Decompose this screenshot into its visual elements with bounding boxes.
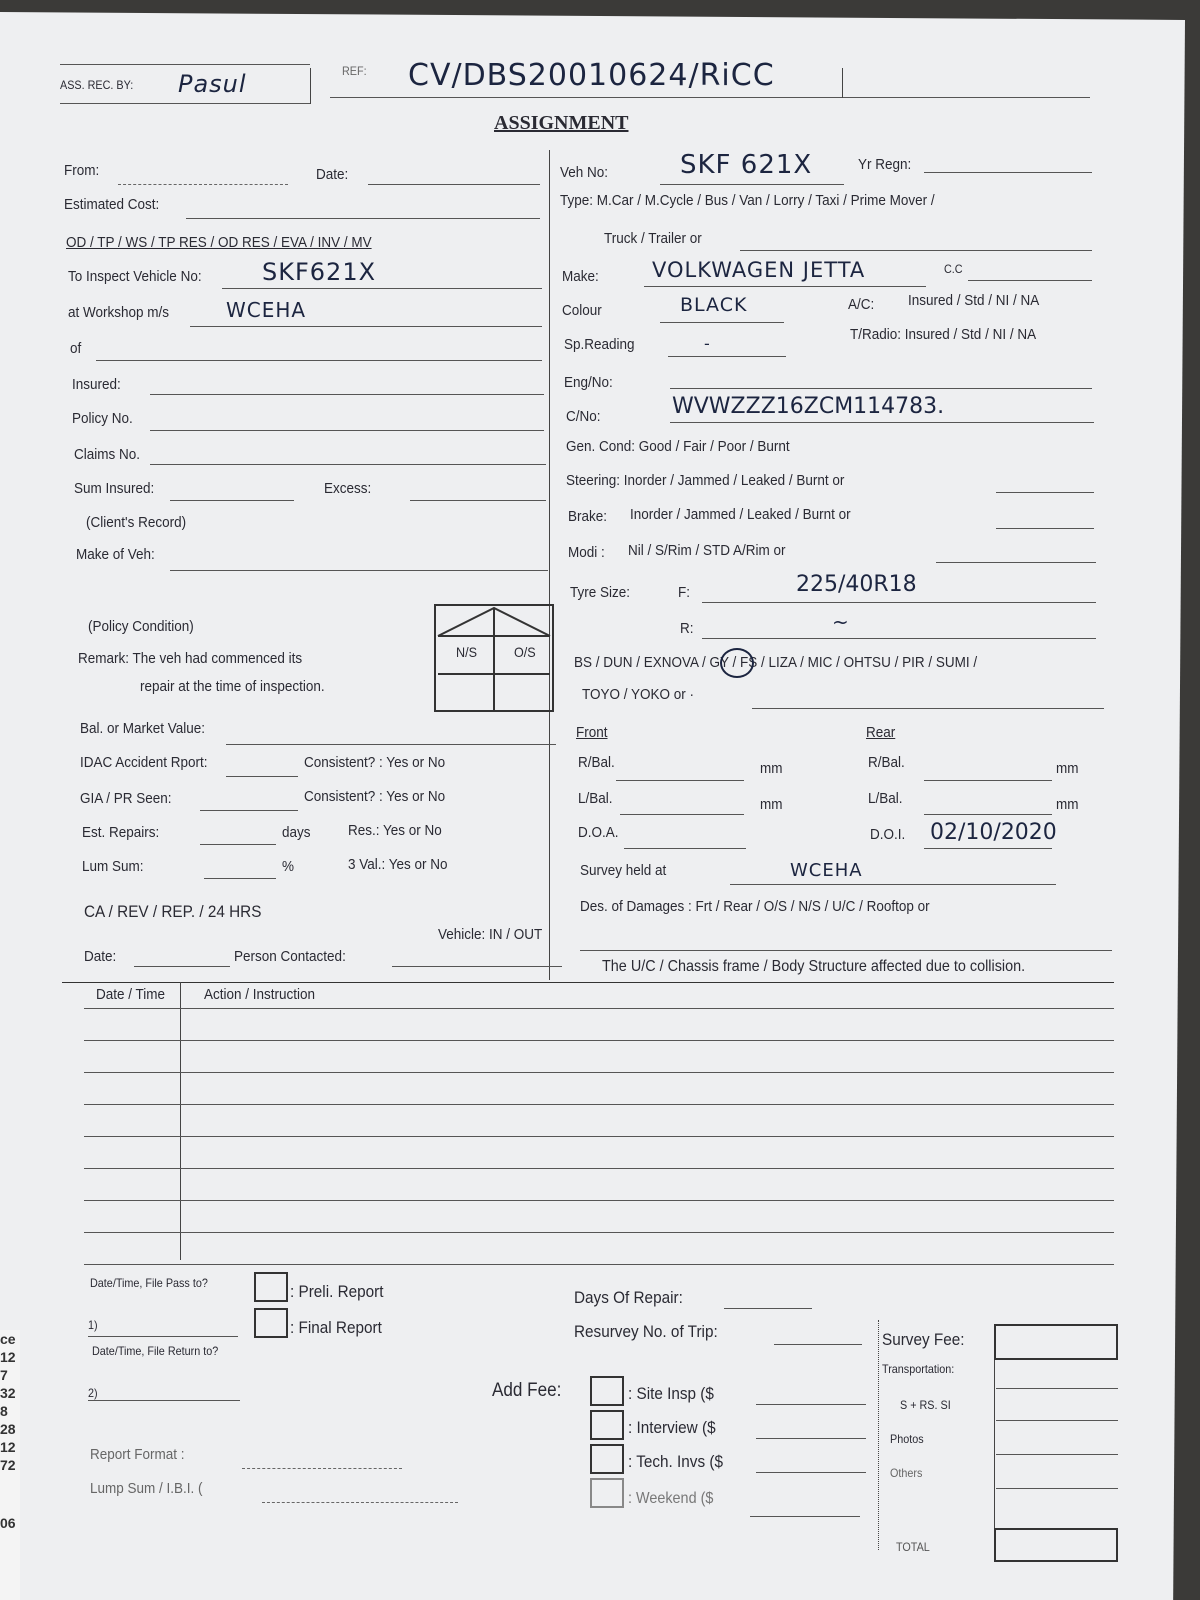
truck-trailer-field[interactable] <box>740 250 1092 251</box>
excess-field[interactable] <box>410 500 546 501</box>
make-value: VOLKWAGEN JETTA <box>652 258 866 282</box>
gy-circle-mark <box>720 648 754 678</box>
days-label: days <box>282 824 311 841</box>
survey-fee-box[interactable] <box>994 1324 1118 1360</box>
lump-sum-field[interactable] <box>262 1502 458 1503</box>
modi-field[interactable] <box>936 562 1096 563</box>
report-format-field[interactable] <box>242 1468 402 1469</box>
insured-label: Insured: <box>72 376 121 393</box>
policy-label: Policy No. <box>72 410 133 427</box>
survey-fee-label: Survey Fee: <box>882 1330 965 1349</box>
fee-divider <box>878 1320 879 1550</box>
s-rs-label: S + RS. SI <box>900 1398 951 1412</box>
tech-invs-label: : Tech. Invs ($ <box>628 1452 723 1471</box>
side-fragment: 32 <box>0 1385 16 1401</box>
log-row-line[interactable] <box>84 1264 1114 1265</box>
colour-label: Colour <box>562 302 602 319</box>
date2-label: Date: <box>84 948 117 965</box>
estimated-cost-label: Estimated Cost: <box>64 196 160 213</box>
center-divider <box>549 150 550 980</box>
ac-label: A/C: <box>848 296 875 313</box>
file-pass-label: Date/Time, File Pass to? <box>90 1276 208 1290</box>
date-field[interactable] <box>368 184 540 185</box>
gia-field[interactable] <box>200 810 298 811</box>
front-lbal-label: L/Bal. <box>578 790 613 807</box>
interview-label: : Interview ($ <box>628 1418 716 1437</box>
vehicle-side-diagram <box>434 604 554 712</box>
report-format-label: Report Format : <box>90 1446 185 1463</box>
log-row-line[interactable] <box>84 1136 1114 1137</box>
tyre-r-field[interactable] <box>702 638 1096 639</box>
tyre-size-label: Tyre Size: <box>570 584 631 601</box>
yr-regn-field[interactable] <box>924 172 1092 173</box>
colour-field[interactable] <box>660 322 784 323</box>
date-label: Date: <box>316 166 349 183</box>
transportation-label: Transportation: <box>882 1362 955 1376</box>
log-row-line[interactable] <box>84 1104 1114 1105</box>
prelim-report-label: : Preli. Report <box>290 1282 384 1301</box>
market-value-field[interactable] <box>226 744 556 745</box>
log-row-line[interactable] <box>84 1040 1114 1041</box>
brake-label: Brake: <box>568 508 608 525</box>
prelim-report-checkbox[interactable] <box>254 1272 288 1302</box>
truck-trailer-label: Truck / Trailer or <box>604 230 702 247</box>
colour-value: BLACK <box>680 294 748 316</box>
others-label: Others <box>890 1466 923 1480</box>
others-field[interactable] <box>996 1488 1118 1489</box>
ref-rule <box>330 97 1090 98</box>
eng-no-field[interactable] <box>670 388 1092 389</box>
vehicle-type-options: Type: M.Car / M.Cycle / Bus / Van / Lorry / Taxi / Prime Mover / <box>560 192 935 209</box>
interview-field[interactable] <box>756 1438 866 1439</box>
of-label: of <box>70 340 82 357</box>
tyre-brands-field[interactable] <box>752 708 1104 709</box>
estimated-cost-field[interactable] <box>186 218 540 219</box>
policy-condition-label: (Policy Condition) <box>88 618 194 635</box>
sp-reading-field[interactable] <box>668 356 786 357</box>
modi-label: Modi : <box>568 544 605 561</box>
site-insp-label: : Site Insp ($ <box>628 1384 714 1403</box>
survey-held-value: WCEHA <box>790 860 863 881</box>
side-fragment-strip <box>0 1330 20 1600</box>
rear-rbal-field[interactable] <box>924 780 1052 781</box>
tyre-f-label: F: <box>678 584 691 601</box>
remark-line-1: Remark: The veh had commenced its <box>78 650 303 667</box>
form-title: ASSIGNMENT <box>494 112 629 134</box>
tradio-options: T/Radio: Insured / Std / NI / NA <box>850 326 1037 343</box>
ass-rec-by-label: ASS. REC. BY: <box>60 78 134 92</box>
final-report-label: : Final Report <box>290 1318 382 1337</box>
c-no-value: WVWZZZ16ZCM114783. <box>672 394 945 419</box>
photos-field[interactable] <box>996 1454 1118 1455</box>
log-row-line[interactable] <box>84 1200 1114 1201</box>
side-fragment: ce <box>0 1331 16 1347</box>
sp-reading-label: Sp.Reading <box>564 336 635 353</box>
date2-field[interactable] <box>134 966 230 967</box>
survey-held-field[interactable] <box>730 884 1056 885</box>
steering-options: Steering: Inorder / Jammed / Leaked / Burnt or <box>566 472 845 489</box>
consistent-1: Consistent? : Yes or No <box>304 754 446 771</box>
claims-field[interactable] <box>150 464 546 465</box>
insured-field[interactable] <box>150 394 544 395</box>
sum-insured-field[interactable] <box>170 500 294 501</box>
clients-record-label: (Client's Record) <box>86 514 187 531</box>
log-row-line[interactable] <box>84 1232 1114 1233</box>
est-repairs-field[interactable] <box>200 844 276 845</box>
workshop-field[interactable] <box>190 326 542 327</box>
rear-lbal-label: L/Bal. <box>868 790 903 807</box>
vehicle-in-out: Vehicle: IN / OUT <box>438 926 543 943</box>
side-fragment: 12 <box>0 1349 16 1365</box>
idac-label: IDAC Accident Rport: <box>80 754 208 771</box>
s-rs-field[interactable] <box>996 1420 1118 1421</box>
rear-rbal-unit: mm <box>1056 760 1079 777</box>
weekend-checkbox[interactable] <box>590 1478 624 1508</box>
make-label: Make: <box>562 268 599 285</box>
lum-sum-field[interactable] <box>204 878 276 879</box>
damage-description: Des. of Damages : Frt / Rear / O/S / N/S / U/C / Rooftop or <box>580 898 930 915</box>
photos-label: Photos <box>890 1432 924 1446</box>
person-contacted-label: Person Contacted: <box>234 948 346 965</box>
ref-label: REF: <box>342 64 367 78</box>
ns-label: N/S <box>456 644 478 660</box>
resurvey-field[interactable] <box>774 1344 862 1345</box>
inspect-vehicle-value: SKF621X <box>262 258 377 286</box>
transportation-field[interactable] <box>996 1388 1118 1389</box>
brake-field[interactable] <box>996 528 1094 529</box>
side-fragment: 8 <box>0 1403 8 1419</box>
front-rbal-unit: mm <box>760 760 783 777</box>
uc-chassis-line: The U/C / Chassis frame / Body Structure affected due to collision. <box>602 958 1026 975</box>
inspect-vehicle-label: To Inspect Vehicle No: <box>68 268 202 285</box>
add-fee-label: Add Fee: <box>492 1380 562 1401</box>
eng-no-label: Eng/No: <box>564 374 613 391</box>
percent-label: % <box>282 858 295 875</box>
assignment-categories: OD / TP / WS / TP RES / OD RES / EVA / INV / MV <box>66 234 372 251</box>
of-field[interactable] <box>96 360 542 361</box>
log-table-top-rule <box>62 982 1114 983</box>
header-bottom-rule <box>60 103 310 104</box>
tyre-f-value: 225/40R18 <box>796 572 917 597</box>
log-row-line[interactable] <box>84 1072 1114 1073</box>
side-fragment: 06 <box>0 1515 16 1531</box>
log-table-column-divider <box>180 982 181 1260</box>
survey-held-label: Survey held at <box>580 862 667 879</box>
front-lbal-unit: mm <box>760 796 783 813</box>
sp-reading-value: - <box>704 334 711 353</box>
val3-options: 3 Val.: Yes or No <box>348 856 448 873</box>
rear-lbal-unit: mm <box>1056 796 1079 813</box>
inspect-vehicle-field[interactable] <box>222 288 542 289</box>
ca-rev-rep-line: CA / REV / REP. / 24 HRS <box>84 902 262 921</box>
doi-value: 02/10/2020 <box>930 820 1057 845</box>
log-row-line[interactable] <box>84 1008 1114 1009</box>
side-fragment: 72 <box>0 1457 16 1473</box>
ref-value: CV/DBS20010624/RiCC <box>408 58 775 93</box>
header-top-rule <box>60 64 310 65</box>
item-2-label: 2) <box>88 1386 98 1400</box>
weekend-field[interactable] <box>750 1516 860 1517</box>
yr-regn-label: Yr Regn: <box>858 156 912 173</box>
sum-insured-label: Sum Insured: <box>74 480 155 497</box>
market-value-label: Bal. or Market Value: <box>80 720 206 737</box>
make-of-veh-label: Make of Veh: <box>76 546 155 563</box>
front-rbal-label: R/Bal. <box>578 754 615 771</box>
veh-no-label: Veh No: <box>560 164 609 181</box>
days-of-repair-field[interactable] <box>724 1308 812 1309</box>
from-field[interactable] <box>118 184 288 185</box>
tyre-f-field[interactable] <box>702 602 1096 603</box>
rear-lbal-field[interactable] <box>924 814 1052 815</box>
interview-checkbox[interactable] <box>590 1410 624 1440</box>
header-divider <box>842 68 843 98</box>
person-contacted-field[interactable] <box>392 966 562 967</box>
cc-field[interactable] <box>968 280 1092 281</box>
res-options: Res.: Yes or No <box>348 822 442 839</box>
doi-label: D.O.I. <box>870 826 906 843</box>
make-of-veh-field[interactable] <box>170 570 548 571</box>
veh-no-value: SKF 621X <box>680 150 813 180</box>
resurvey-label: Resurvey No. of Trip: <box>574 1322 718 1341</box>
damage-field[interactable] <box>580 950 1112 951</box>
fee-column-rule <box>994 1360 995 1532</box>
lump-sum-label: Lump Sum / I.B.I. ( <box>90 1480 203 1497</box>
gia-label: GIA / PR Seen: <box>80 790 172 807</box>
lum-sum-label: Lum Sum: <box>82 858 144 875</box>
gen-cond-options: Gen. Cond: Good / Fair / Poor / Burnt <box>566 438 790 455</box>
ass-rec-by-signature: Pasul <box>178 70 247 98</box>
ac-options: Insured / Std / NI / NA <box>908 292 1040 309</box>
doa-label: D.O.A. <box>578 824 619 841</box>
brake-options: Inorder / Jammed / Leaked / Burnt or <box>630 506 851 523</box>
site-insp-field[interactable] <box>756 1404 866 1405</box>
total-label: TOTAL <box>896 1540 930 1554</box>
steering-field[interactable] <box>996 492 1094 493</box>
tech-invs-checkbox[interactable] <box>590 1444 624 1474</box>
os-label: O/S <box>514 644 536 660</box>
file-return-label: Date/Time, File Return to? <box>92 1344 219 1358</box>
item-1-field[interactable] <box>88 1336 238 1337</box>
doa-field[interactable] <box>624 848 746 849</box>
item-1-label: 1) <box>88 1318 98 1332</box>
side-fragment: 28 <box>0 1421 16 1437</box>
log-row-line[interactable] <box>84 1168 1114 1169</box>
weekend-label: : Weekend ($ <box>628 1490 714 1507</box>
log-action-header: Action / Instruction <box>204 986 316 1003</box>
side-fragment: 7 <box>0 1367 8 1383</box>
workshop-value: WCEHA <box>226 298 307 322</box>
cc-label: C.C <box>944 262 963 276</box>
front-rbal-field[interactable] <box>616 780 744 781</box>
consistent-2: Consistent? : Yes or No <box>304 788 446 805</box>
item-2-field[interactable] <box>88 1400 240 1401</box>
front-lbal-field[interactable] <box>620 814 744 815</box>
tyre-r-label: R: <box>680 620 694 637</box>
header-divider <box>310 68 311 104</box>
make-field[interactable] <box>644 286 926 287</box>
remark-line-2: repair at the time of inspection. <box>140 678 325 695</box>
side-fragment: 12 <box>0 1439 16 1455</box>
rear-rbal-label: R/Bal. <box>868 754 905 771</box>
idac-field[interactable] <box>226 776 298 777</box>
site-insp-checkbox[interactable] <box>590 1376 624 1406</box>
front-heading: Front <box>576 724 608 741</box>
tech-invs-field[interactable] <box>756 1472 866 1473</box>
days-of-repair-label: Days Of Repair: <box>574 1288 683 1307</box>
rear-heading: Rear <box>866 724 896 741</box>
modi-options: Nil / S/Rim / STD A/Rim or <box>628 542 786 559</box>
est-repairs-label: Est. Repairs: <box>82 824 160 841</box>
claims-label: Claims No. <box>74 446 141 463</box>
log-datetime-header: Date / Time <box>96 986 166 1003</box>
excess-label: Excess: <box>324 480 372 497</box>
workshop-label: at Workshop m/s <box>68 304 170 321</box>
tyre-brands-1: BS / DUN / EXNOVA / GY / FS / LIZA / MIC / OHTSU / PIR / SUMI / <box>574 654 978 671</box>
doi-field[interactable] <box>924 848 1052 849</box>
final-report-checkbox[interactable] <box>254 1308 288 1338</box>
c-no-label: C/No: <box>566 408 601 425</box>
from-label: From: <box>64 162 100 179</box>
c-no-field[interactable] <box>670 422 1094 423</box>
policy-field[interactable] <box>150 430 544 431</box>
tyre-r-value: ~ <box>832 610 850 634</box>
tyre-brands-2: TOYO / YOKO or · <box>582 686 695 703</box>
total-box[interactable] <box>994 1528 1118 1562</box>
veh-no-field[interactable] <box>660 184 844 185</box>
